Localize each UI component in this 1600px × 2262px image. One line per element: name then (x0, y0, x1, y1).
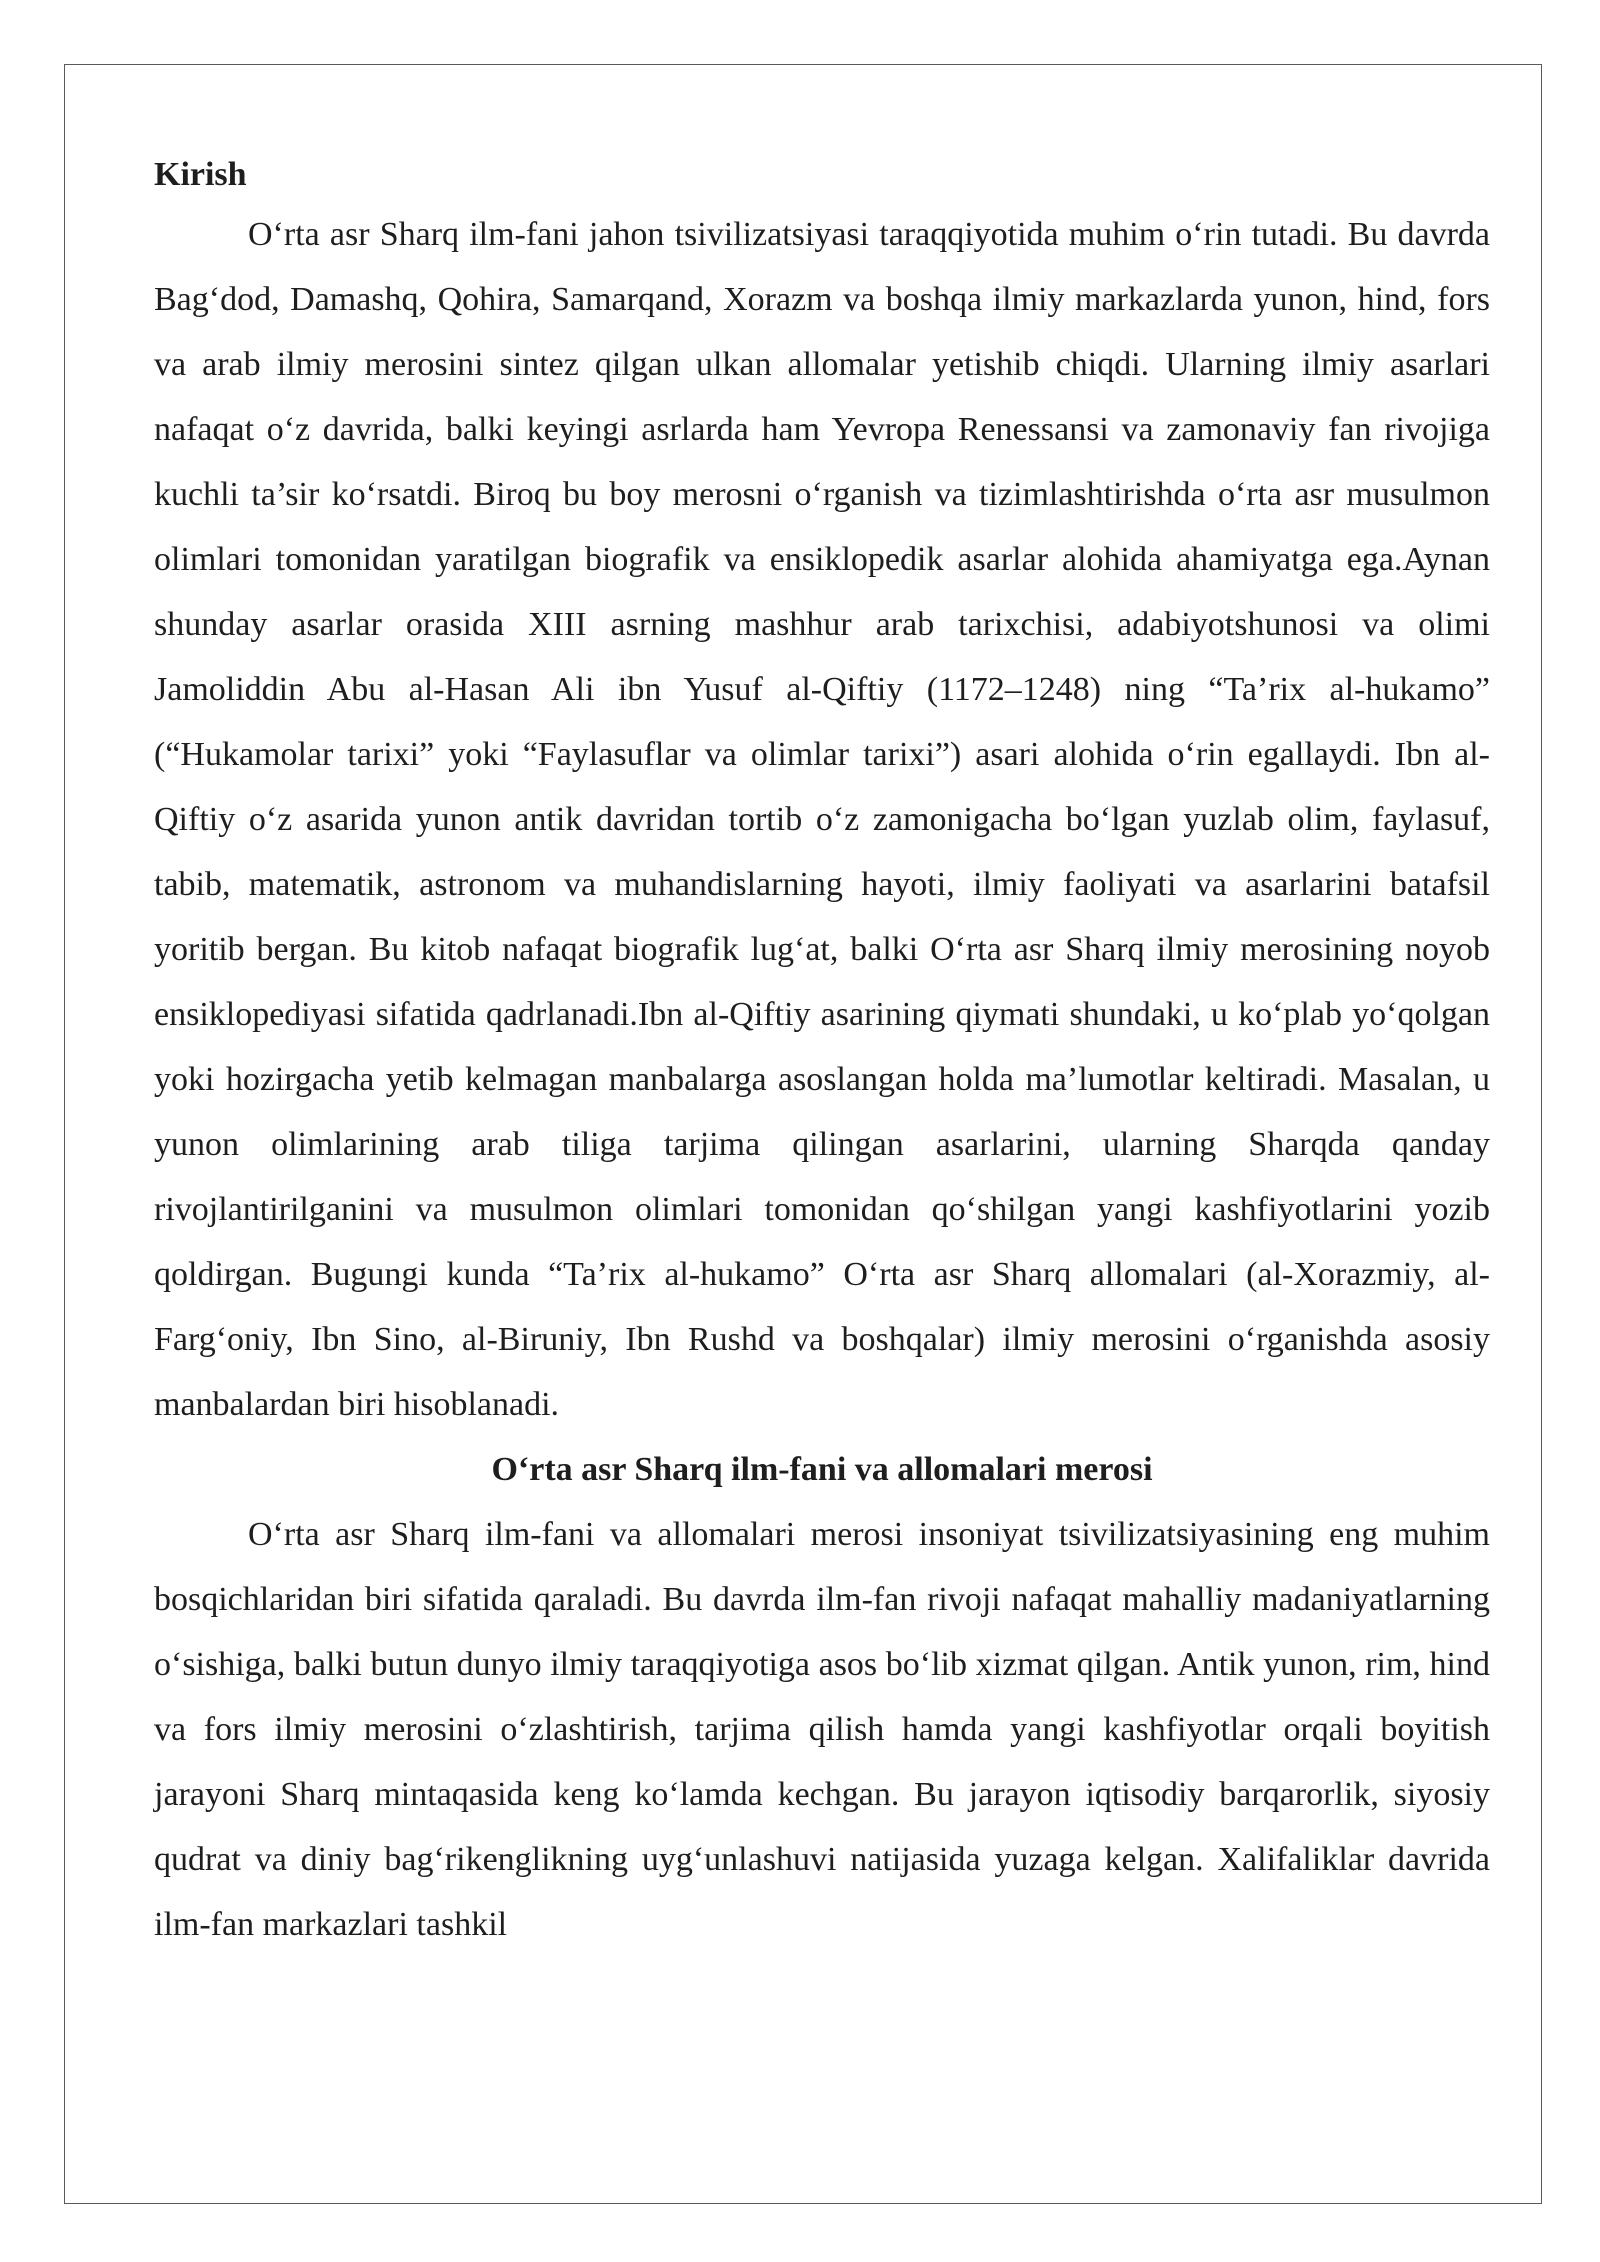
document-body (154, 148, 1490, 1957)
section-paragraph: O‘rta asr Sharq ilm-fani va allomalari merosi insoniyat tsivilizatsiyasining eng muhim bosqichlaridan biri sifatida qaraladi. Bu davrda ilm-fan rivoji nafaqat mahalliy madaniyatlarning o‘sishiga, balki butun dunyo ilmiy taraqqiyotiga asos bo‘lib xizmat qilgan. Antik yunon, rim, hind va fors ilmiy merosini o‘zlashtirish, tarjima qilish hamda yangi kashfiyotlar orqali boyitish jarayoni Sharq mintaqasida keng ko‘lamda kechgan. Bu jarayon iqtisodiy barqarorlik, siyosiy qudrat va diniy bag‘rikenglikning uyg‘unlashuvi natijasida yuzaga kelgan. Xalifaliklar davrida ilm-fan markazlari tashkil (154, 1516, 1490, 1943)
intro-paragraph: O‘rta asr Sharq ilm-fani jahon tsivilizatsiyasi taraqqiyotida muhim o‘rin tutadi. Bu davrda Bag‘dod, Damashq, Qohira, Samarqand, Xorazm va boshqa ilmiy markazlarda yunon, hind, fors va arab ilmiy merosini sintez qilgan ulkan allomalar yetishib chiqdi. Ularning ilmiy asarlari nafaqat o‘z davrida, balki keyingi asrlarda ham Yevropa Renessansi va zamonaviy fan rivojiga kuchli ta’sir ko‘rsatdi. Biroq bu boy merosni o‘rganish va tizimlashtirishda o‘rta asr musulmon olimlari tomonidan yaratilgan biografik va ensiklopedik asarlar alohida ahamiyatga ega.Aynan shunday asarlar orasida XIII asrning mashhur arab tarixchisi, adabiyotshunosi va olimi Jamoliddin Abu al-Hasan Ali ibn Yusuf al-Qiftiy (1172–1248) ning “Ta’rix al-hukamo” (“Hukamolar tarixi” yoki “Faylasuflar va olimlar tarixi”) asari alohida o‘rin egallaydi. Ibn al-Qiftiy o‘z asarida yunon antik davridan tortib o‘z zamonigacha bo‘lgan yuzlab olim, faylasuf, tabib, matematik, astronom va muhandislarning hayoti, ilmiy faoliyati va asarlarini batafsil yoritib bergan. Bu kitob nafaqat biografik lug‘at, balki O‘rta asr Sharq ilmiy merosining noyob ensiklopediyasi sifatida qadrlanadi.Ibn al-Qiftiy asarining qiymati shundaki, u ko‘plab yo‘qolgan yoki hozirgacha yetib kelmagan manbalarga asoslangan holda ma’lumotlar keltiradi. Masalan, u yunon olimlarining arab tiliga tarjima qilingan asarlarini, ularning Sharqda qanday rivojlantirilganini va musulmon olimlari tomonidan qo‘shilgan yangi kashfiyotlarini yozib qoldirgan. Bugungi kunda “Ta’rix al-hukamo” O‘rta asr Sharq allomalari (al-Xorazmiy, al-Farg‘oniy, Ibn Sino, al-Biruniy, Ibn Rushd va boshqalar) ilmiy merosini o‘rganishda asosiy manbalardan biri hisoblanadi. (154, 216, 1490, 1423)
intro-heading: Kirish (154, 156, 247, 193)
section-heading: O‘rta asr Sharq ilm-fani va allomalari merosi (491, 1451, 1153, 1488)
